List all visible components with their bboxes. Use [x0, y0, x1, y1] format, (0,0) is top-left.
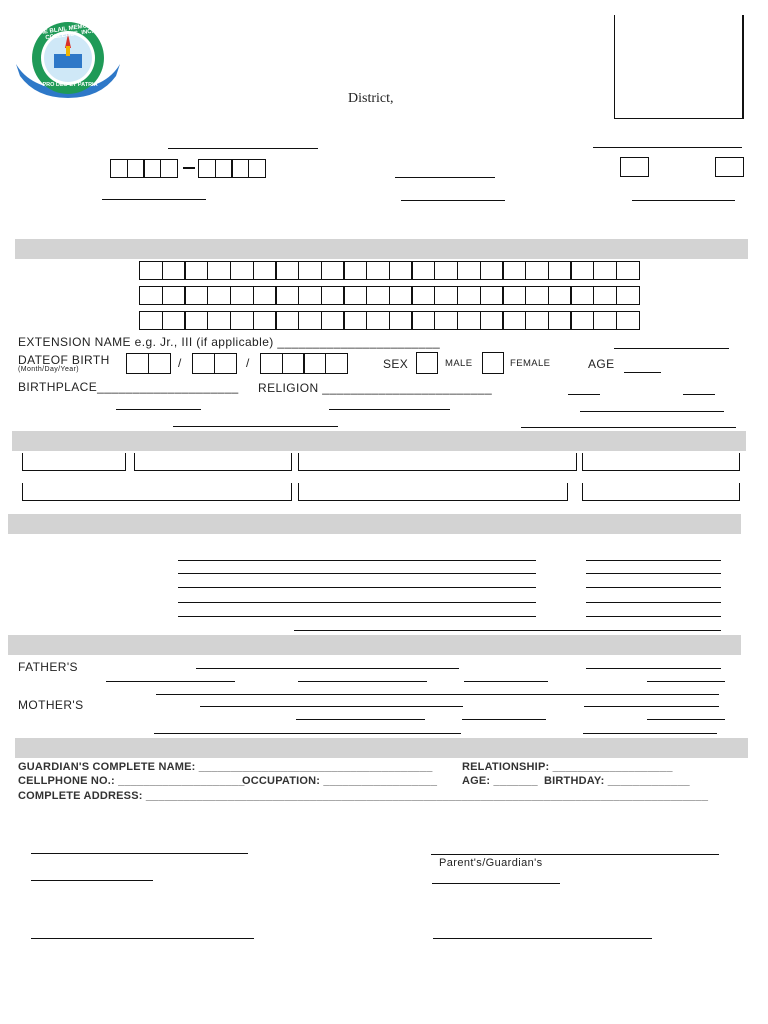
field-line[interactable]	[464, 681, 548, 682]
age-label: AGE	[588, 357, 615, 371]
header-line[interactable]	[395, 177, 495, 178]
field-line[interactable]	[462, 719, 546, 720]
address-field[interactable]	[298, 483, 568, 501]
field-line[interactable]	[178, 616, 536, 617]
section-band	[8, 635, 741, 655]
logo-motto: PRO DEO ET PATRIA	[42, 82, 98, 88]
signature-line[interactable]	[431, 854, 719, 855]
male-checkbox[interactable]	[416, 352, 438, 374]
field-line[interactable]	[586, 573, 721, 574]
address-field[interactable]	[298, 453, 577, 471]
dob-label: DATEOF BIRTH	[18, 353, 110, 367]
field-line[interactable]	[173, 426, 338, 427]
field-line[interactable]	[586, 602, 721, 603]
signature-line[interactable]	[31, 938, 254, 939]
field-line[interactable]	[584, 706, 719, 707]
religion-label: RELIGION ________________________	[258, 381, 493, 395]
logo-lettering: THE BLAIL MEMORIAL COLLEGES, INC.	[35, 21, 102, 42]
photo-box	[614, 15, 744, 119]
address-field[interactable]	[134, 453, 292, 471]
birthplace-label: BIRTHPLACE____________________	[18, 380, 239, 394]
mother-label: MOTHER'S	[18, 698, 84, 712]
sex-label: SEX	[383, 357, 409, 371]
field-line[interactable]	[647, 719, 725, 720]
address-field[interactable]	[582, 453, 740, 471]
field-line[interactable]	[196, 668, 459, 669]
district-label: District,	[348, 91, 394, 106]
field-line[interactable]	[156, 694, 719, 695]
signature-line[interactable]	[432, 883, 560, 884]
field-line[interactable]	[586, 668, 721, 669]
field-line[interactable]	[683, 394, 715, 395]
female-label: FEMALE	[510, 358, 551, 369]
signature-line[interactable]	[31, 853, 248, 854]
school-year-start-boxes[interactable]	[110, 159, 177, 178]
field-line[interactable]	[583, 733, 717, 734]
guardian-relationship-label: RELATIONSHIP: ___________________	[462, 761, 673, 773]
age-line[interactable]	[624, 372, 661, 373]
signature-line[interactable]	[433, 938, 652, 939]
field-line[interactable]	[298, 681, 427, 682]
section-band	[15, 738, 748, 758]
field-line[interactable]	[580, 411, 724, 412]
field-line[interactable]	[116, 409, 201, 410]
checkbox[interactable]	[620, 157, 649, 177]
header-line[interactable]	[168, 148, 318, 149]
name-grid-row[interactable]	[139, 311, 638, 330]
field-line[interactable]	[178, 587, 536, 588]
name-grid-row[interactable]	[139, 286, 638, 305]
dob-month-boxes[interactable]	[126, 353, 169, 374]
header-line[interactable]	[401, 200, 505, 201]
guardian-occupation-label: OCCUPATION: __________________	[242, 775, 438, 787]
name-grid-row[interactable]	[139, 261, 638, 280]
field-line[interactable]	[614, 348, 729, 349]
field-line[interactable]	[586, 616, 721, 617]
dob-hint: (Month/Day/Year)	[18, 366, 79, 373]
field-line[interactable]	[296, 719, 425, 720]
field-line[interactable]	[178, 573, 536, 574]
field-line[interactable]	[294, 630, 721, 631]
dob-day-boxes[interactable]	[192, 353, 235, 374]
guardian-age-label: AGE: _______	[462, 775, 538, 787]
field-line[interactable]	[178, 602, 536, 603]
field-line[interactable]	[586, 587, 721, 588]
guardian-address-row	[18, 790, 712, 802]
field-line[interactable]	[154, 733, 461, 734]
field-line[interactable]	[586, 560, 721, 561]
signature-line[interactable]	[31, 880, 153, 881]
header-line[interactable]	[102, 199, 206, 200]
section-band	[12, 431, 746, 451]
field-line[interactable]	[106, 681, 235, 682]
header-line[interactable]	[593, 147, 742, 148]
header-line[interactable]	[632, 200, 735, 201]
address-field[interactable]	[582, 483, 740, 501]
field-line[interactable]	[568, 394, 600, 395]
dob-year-boxes[interactable]	[260, 353, 347, 374]
guardian-name-label: GUARDIAN'S COMPLETE NAME: _____________________________________	[18, 761, 433, 773]
dob-slash: /	[178, 356, 182, 370]
checkbox[interactable]	[715, 157, 744, 177]
guardian-birthday-label: BIRTHDAY: _____________	[544, 775, 690, 787]
field-line[interactable]	[521, 427, 736, 428]
field-line[interactable]	[178, 560, 536, 561]
parent-guardian-label: Parent's/Guardian's	[439, 857, 543, 869]
dash-separator	[183, 167, 195, 169]
school-year-end-boxes[interactable]	[198, 159, 265, 178]
address-field[interactable]	[22, 483, 292, 501]
dob-slash: /	[246, 356, 250, 370]
section-band	[15, 239, 748, 259]
guardian-cellphone-label: CELLPHONE NO.: ____________________	[18, 775, 245, 787]
female-checkbox[interactable]	[482, 352, 504, 374]
extension-name-label: EXTENSION NAME e.g. Jr., III (if applicable) _______________________	[18, 335, 441, 349]
field-line[interactable]	[329, 409, 450, 410]
father-label: FATHER'S	[18, 660, 78, 674]
section-band	[8, 514, 741, 534]
field-line[interactable]	[647, 681, 725, 682]
address-field[interactable]	[22, 453, 126, 471]
guardian-address-label: COMPLETE ADDRESS: _________________________________________________________________________________________	[18, 790, 709, 802]
male-label: MALE	[445, 358, 473, 369]
field-line[interactable]	[200, 706, 463, 707]
